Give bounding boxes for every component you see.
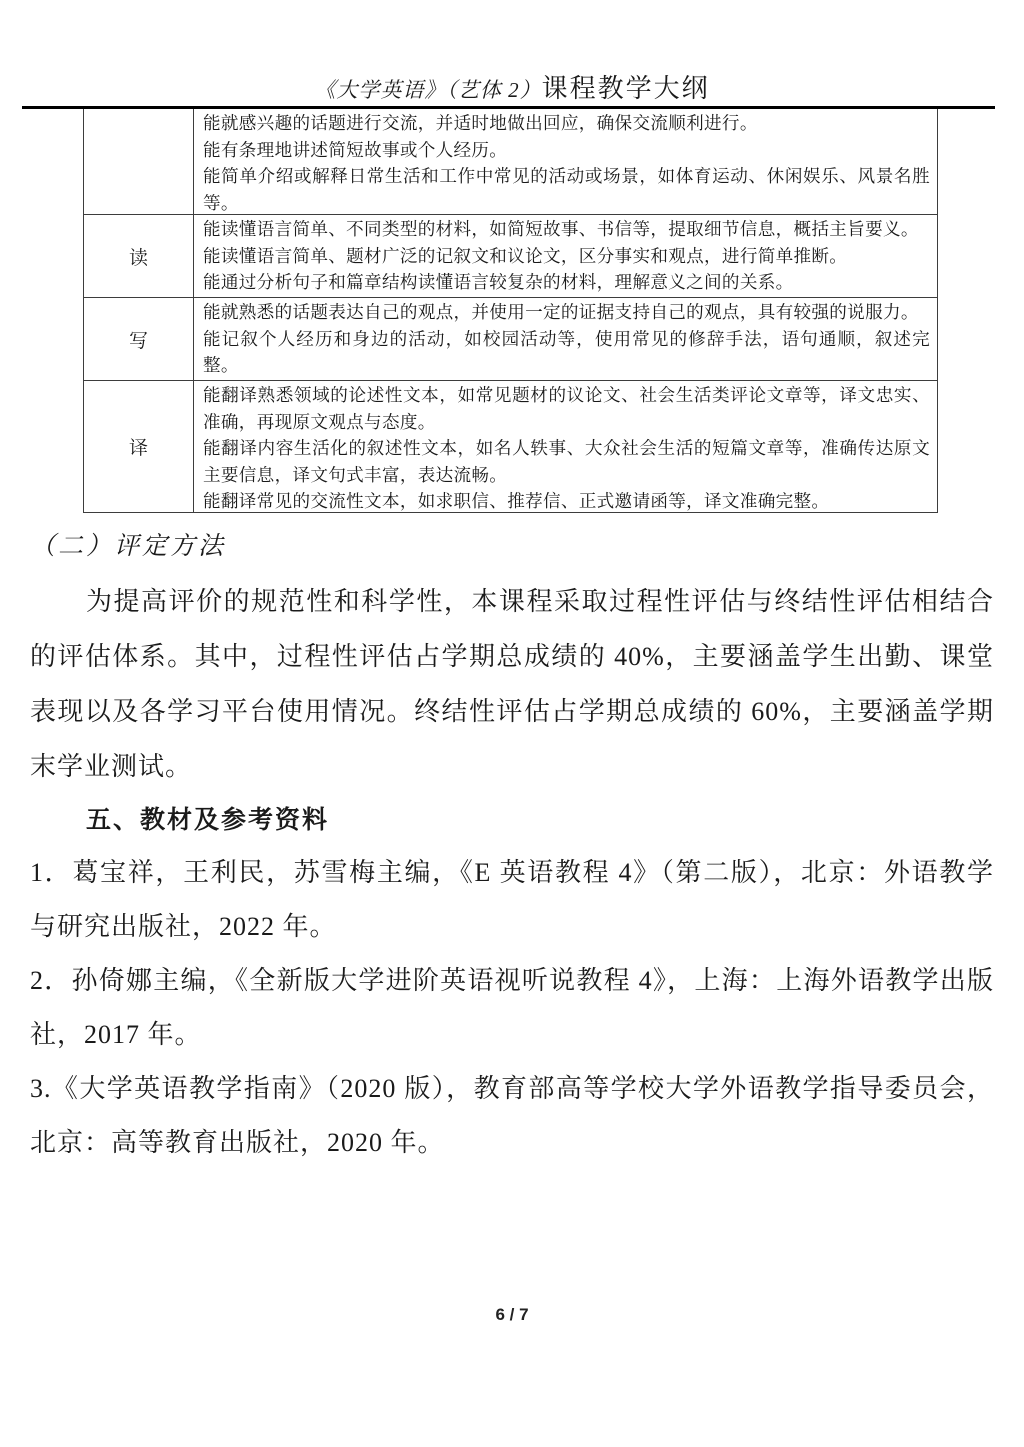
document-body bbox=[30, 519, 994, 1170]
skills-table bbox=[83, 109, 938, 513]
skill-label-speaking bbox=[84, 109, 194, 214]
table-row-reading bbox=[84, 215, 937, 298]
skill-content-speaking bbox=[194, 109, 937, 214]
skill-content-translation bbox=[194, 381, 937, 512]
header-course-name: 《大学英语》（艺体 2） bbox=[314, 78, 542, 102]
materials-heading: 五、教材及参考资料 bbox=[86, 806, 330, 834]
materials-item-2: 2．孙倚娜主编，《全新版大学进阶英语视听说教程 4》，上海：上海外语教学出版社，2017 年。 bbox=[30, 966, 994, 1049]
skill-line: 能通过分析句子和篇章结构读懂语言较复杂的材料，理解意义之间的关系。 bbox=[203, 272, 794, 292]
skill-label-reading: 读 bbox=[84, 215, 194, 297]
skill-content-reading bbox=[194, 215, 937, 297]
table-row-translation bbox=[84, 381, 937, 513]
skill-line bbox=[203, 379, 930, 381]
document-header bbox=[0, 68, 1024, 105]
materials-item-3: 3.《大学英语教学指南》（2020 版），教育部高等学校大学外语教学指导委员会，北京：高等教育出版社，2020 年。 bbox=[30, 1074, 994, 1157]
skill-line: 能翻译熟悉领域的论述性文本，如常见题材的议论文、社会生活类评论文章等，译文忠实、准确，再现原文观点与态度。 bbox=[203, 385, 930, 432]
materials-item-1: 1．葛宝祥，王利民，苏雪梅主编，《E 英语教程 4》（第二版），北京：外语教学与研究出版社，2022 年。 bbox=[30, 858, 994, 941]
skill-line: 能记叙个人经历和身边的活动，如校园活动等，使用常见的修辞手法，语句通顺，叙述完整。 bbox=[203, 328, 930, 375]
skill-label-writing: 写 bbox=[84, 298, 194, 380]
skill-line: 能就熟悉的话题表达自己的观点，并使用一定的证据支持自己的观点，具有较强的说服力。 bbox=[203, 302, 919, 322]
table-row-writing bbox=[84, 298, 937, 381]
page-number: 6 / 7 bbox=[495, 1305, 529, 1324]
skill-line: 能翻译常见的交流性文本，如求职信、推荐信、正式邀请函等，译文准确完整。 bbox=[203, 491, 830, 511]
evaluation-method-paragraph: 为提高评价的规范性和科学性，本课程采取过程性评估与终结性评估相结合的评估体系。其中，过程性评估占学期总成绩的 40%，主要涵盖学生出勤、课堂表现以及各学习平台使用情况。终结性评估占学期总成绩的 60%，主要涵盖学期末学业测试。 bbox=[30, 587, 994, 781]
skill-line: 能读懂语言简单、不同类型的材料，如简短故事、书信等，提取细节信息，概括主旨要义。 bbox=[203, 219, 919, 239]
skill-line: 能简单介绍或解释日常生活和工作中常见的活动或场景，如体育运动、休闲娱乐、风景名胜等。 bbox=[203, 166, 930, 213]
skill-line: 能就感兴趣的话题进行交流，并适时地做出回应，确保交流顺利进行。 bbox=[203, 113, 758, 133]
table-row-speaking bbox=[84, 109, 937, 215]
skill-line: 能读懂语言简单、题材广泛的记叙文和议论文，区分事实和观点，进行简单推断。 bbox=[203, 245, 848, 266]
header-title: 课程教学大纲 bbox=[541, 74, 710, 103]
skill-label-translation: 译 bbox=[84, 381, 194, 512]
skill-line: 能有条理地讲述简短故事或个人经历。 bbox=[203, 139, 508, 160]
evaluation-method-heading: （二）评定方法 bbox=[30, 533, 227, 560]
skill-content-writing bbox=[194, 298, 937, 380]
skill-line: 能翻译内容生活化的叙述性文本，如名人轶事、大众社会生活的短篇文章等，准确传达原文主要信息，译文句式丰富，表达流畅。 bbox=[203, 438, 930, 485]
